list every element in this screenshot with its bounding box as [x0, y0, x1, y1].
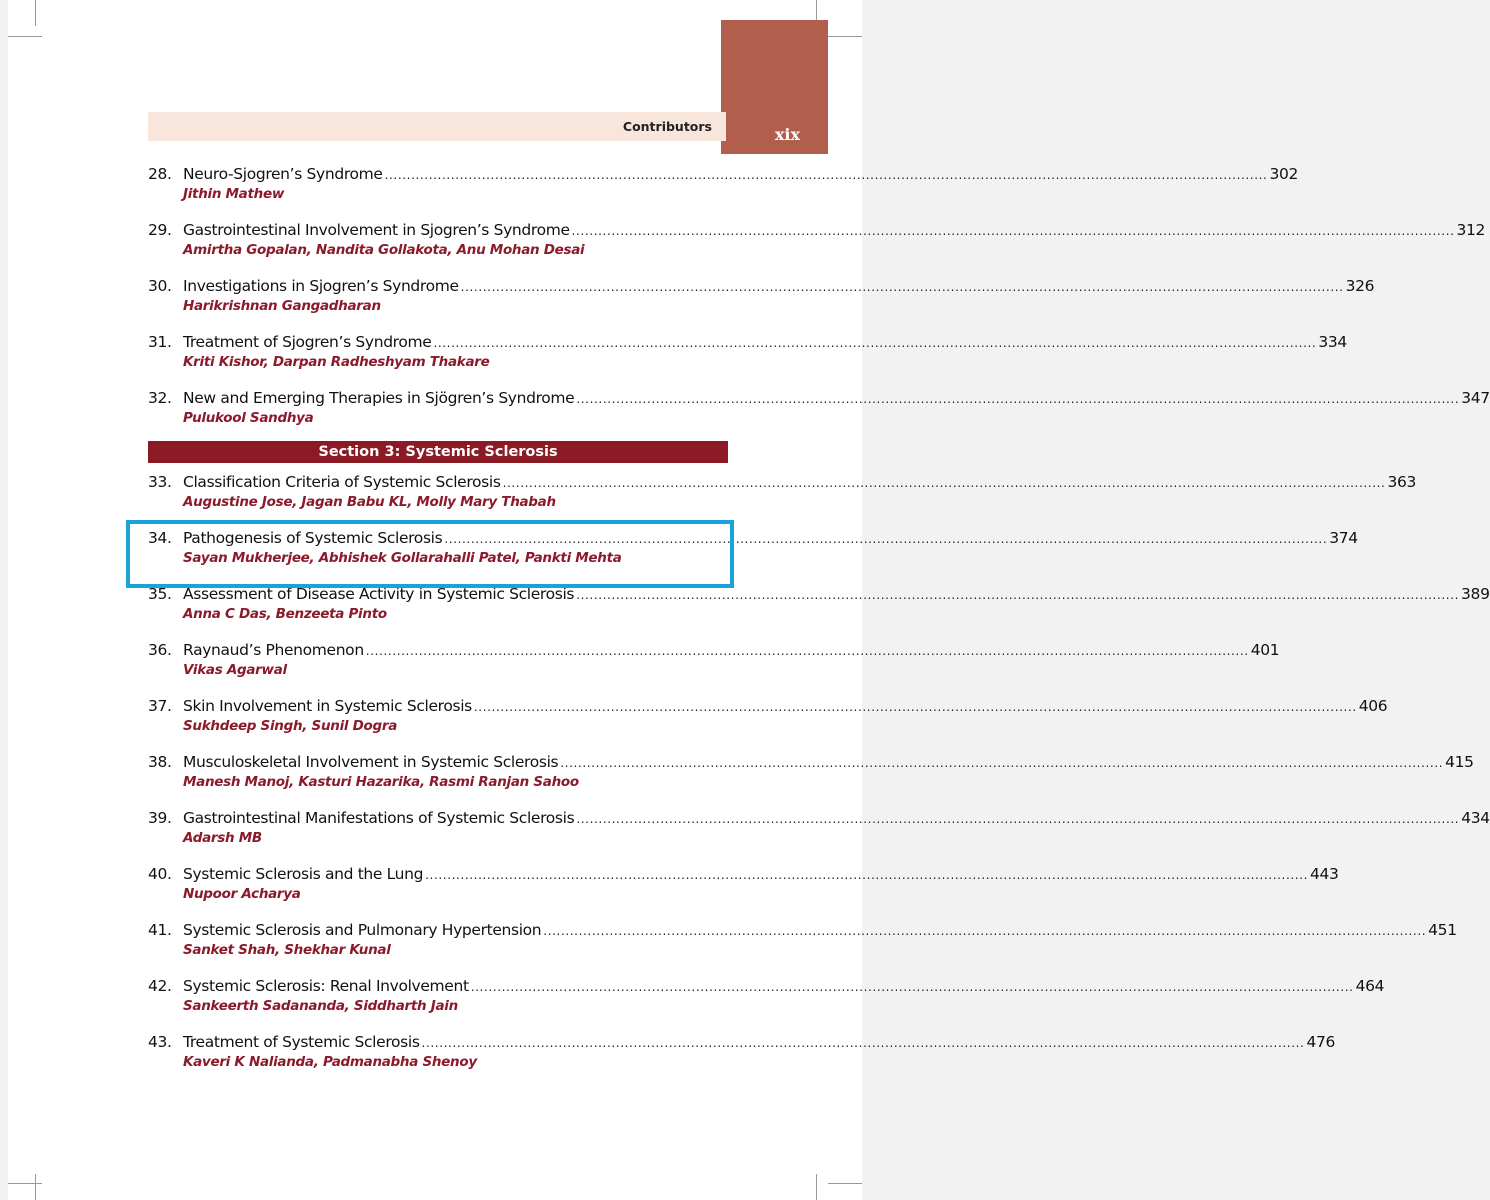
- toc-entries-part1: [148, 165, 1490, 445]
- dot-leader: ........................................................................................................................................................................................................: [473, 700, 1357, 714]
- dot-leader: ........................................................................................................................................................................................................: [576, 392, 1460, 406]
- toc-entry-title-row: [148, 865, 1339, 883]
- toc-entry: [148, 753, 1474, 809]
- chapter-number: 40.: [148, 865, 172, 883]
- chapter-number: 35.: [148, 585, 172, 603]
- chapter-authors: Kaveri K Nalianda, Padmanabha Shenoy: [183, 1054, 477, 1070]
- chapter-title: Assessment of Disease Activity in Systemic Sclerosis: [183, 585, 575, 603]
- page-number: xix: [774, 125, 800, 144]
- chapter-authors: Jithin Mathew: [183, 186, 284, 202]
- chapter-page-number: 401: [1250, 641, 1280, 659]
- section-heading: Section 3: Systemic Sclerosis: [148, 441, 728, 463]
- chapter-title: New and Emerging Therapies in Sjögren’s Syndrome: [183, 389, 575, 407]
- toc-entry-title-row: [148, 389, 1490, 407]
- chapter-number: 32.: [148, 389, 172, 407]
- chapter-page-number: 312: [1456, 221, 1486, 239]
- chapter-authors: Manesh Manoj, Kasturi Hazarika, Rasmi Ranjan Sahoo: [183, 774, 579, 790]
- chapter-authors: Pulukool Sandhya: [183, 410, 314, 426]
- dot-leader: ........................................................................................................................................................................................................: [576, 812, 1460, 826]
- dot-leader: ........................................................................................................................................................................................................: [444, 532, 1328, 546]
- chapter-page-number: 363: [1387, 473, 1416, 491]
- chapter-title: Gastrointestinal Manifestations of Systemic Sclerosis: [183, 809, 575, 827]
- chapter-number: 34.: [148, 529, 172, 547]
- crop-mark: [35, 1174, 36, 1200]
- toc-entry: [148, 977, 1385, 1033]
- dot-leader: ........................................................................................................................................................................................................: [571, 224, 1455, 238]
- chapter-number: 36.: [148, 641, 172, 659]
- chapter-authors: Vikas Agarwal: [183, 662, 287, 678]
- chapter-page-number: 389: [1461, 585, 1490, 603]
- chapter-title: Treatment of Systemic Sclerosis: [183, 1033, 420, 1051]
- chapter-number: 37.: [148, 697, 172, 715]
- chapter-authors: Harikrishnan Gangadharan: [183, 298, 381, 314]
- chapter-title: Investigations in Sjogren’s Syndrome: [183, 277, 459, 295]
- chapter-title: Neuro-Sjogren’s Syndrome: [183, 165, 383, 183]
- chapter-page-number: 326: [1345, 277, 1375, 295]
- dot-leader: ........................................................................................................................................................................................................: [460, 280, 1344, 294]
- toc-entry: [148, 921, 1457, 977]
- dot-leader: ........................................................................................................................................................................................................: [365, 644, 1249, 658]
- dot-leader: ........................................................................................................................................................................................................: [543, 924, 1427, 938]
- crop-mark: [828, 1183, 862, 1184]
- crop-mark: [35, 0, 36, 26]
- toc-entry-title-row: [148, 697, 1388, 715]
- dot-leader: ........................................................................................................................................................................................................: [384, 168, 1268, 182]
- table-of-contents: [148, 165, 1490, 1089]
- chapter-authors: Sankeerth Sadananda, Siddharth Jain: [183, 998, 458, 1014]
- chapter-page-number: 476: [1306, 1033, 1335, 1051]
- toc-entry: [148, 641, 1280, 697]
- chapter-number: 39.: [148, 809, 172, 827]
- running-title: Contributors: [622, 119, 712, 134]
- chapter-page-number: 334: [1318, 333, 1347, 351]
- page-number-tab: [721, 20, 828, 154]
- chapter-number: 33.: [148, 473, 172, 491]
- chapter-title: Pathogenesis of Systemic Sclerosis: [183, 529, 443, 547]
- chapter-title: Systemic Sclerosis and Pulmonary Hypertension: [183, 921, 542, 939]
- dot-leader: ........................................................................................................................................................................................................: [421, 1036, 1305, 1050]
- dot-leader: ........................................................................................................................................................................................................: [470, 980, 1354, 994]
- chapter-page-number: 464: [1355, 977, 1385, 995]
- chapter-page-number: 434: [1461, 809, 1490, 827]
- dot-leader: ........................................................................................................................................................................................................: [502, 476, 1386, 490]
- toc-entry-title-row: [148, 977, 1385, 995]
- chapter-title: Systemic Sclerosis: Renal Involvement: [183, 977, 469, 995]
- chapter-page-number: 302: [1269, 165, 1299, 183]
- toc-entry: [148, 221, 1486, 277]
- toc-entry: [148, 697, 1388, 753]
- toc-entry-title-row: [148, 473, 1416, 491]
- chapter-page-number: 406: [1358, 697, 1388, 715]
- dot-leader: ........................................................................................................................................................................................................: [576, 588, 1460, 602]
- chapter-number: 43.: [148, 1033, 172, 1051]
- chapter-page-number: 451: [1428, 921, 1457, 939]
- crop-mark: [816, 1174, 817, 1200]
- chapter-page-number: 347: [1461, 389, 1490, 407]
- chapter-title: Classification Criteria of Systemic Sclerosis: [183, 473, 501, 491]
- chapter-number: 41.: [148, 921, 172, 939]
- dot-leader: ........................................................................................................................................................................................................: [425, 868, 1309, 882]
- crop-mark: [8, 36, 42, 37]
- chapter-authors: Sayan Mukherjee, Abhishek Gollarahalli Patel, Pankti Mehta: [183, 550, 622, 566]
- toc-entry: [148, 389, 1490, 445]
- toc-entry-title-row: [148, 277, 1375, 295]
- chapter-page-number: 443: [1310, 865, 1339, 883]
- toc-entry: [148, 809, 1490, 865]
- chapter-number: 38.: [148, 753, 172, 771]
- chapter-number: 28.: [148, 165, 172, 183]
- chapter-number: 31.: [148, 333, 172, 351]
- chapter-authors: Kriti Kishor, Darpan Radheshyam Thakare: [183, 354, 490, 370]
- chapter-title: Musculoskeletal Involvement in Systemic Sclerosis: [183, 753, 559, 771]
- chapter-authors: Anna C Das, Benzeeta Pinto: [183, 606, 387, 622]
- dot-leader: ........................................................................................................................................................................................................: [433, 336, 1317, 350]
- toc-entry-title-row: [148, 1033, 1335, 1051]
- crop-mark: [8, 1183, 42, 1184]
- chapter-authors: Augustine Jose, Jagan Babu KL, Molly Mary Thabah: [183, 494, 556, 510]
- crop-mark: [828, 36, 862, 37]
- chapter-title: Raynaud’s Phenomenon: [183, 641, 364, 659]
- chapter-authors: Sukhdeep Singh, Sunil Dogra: [183, 718, 398, 734]
- dot-leader: ........................................................................................................................................................................................................: [560, 756, 1444, 770]
- chapter-title: Systemic Sclerosis and the Lung: [183, 865, 424, 883]
- chapter-page-number: 374: [1329, 529, 1358, 547]
- chapter-authors: Amirtha Gopalan, Nandita Gollakota, Anu Mohan Desai: [183, 242, 585, 258]
- running-header: [148, 112, 726, 141]
- chapter-authors: Nupoor Acharya: [183, 886, 301, 902]
- toc-entry-title-row: [148, 809, 1490, 827]
- toc-entry: [148, 865, 1339, 921]
- toc-entry-title-row: [148, 221, 1486, 239]
- toc-entry-title-row: [148, 753, 1474, 771]
- chapter-number: 30.: [148, 277, 172, 295]
- toc-entry: [148, 333, 1347, 389]
- highlight-box: [126, 520, 734, 588]
- toc-entry-title-row: [148, 641, 1280, 659]
- toc-entry: [148, 585, 1490, 641]
- chapter-authors: Sanket Shah, Shekhar Kunal: [183, 942, 391, 958]
- chapter-title: Treatment of Sjogren’s Syndrome: [183, 333, 432, 351]
- toc-entry-title-row: [148, 921, 1457, 939]
- chapter-number: 42.: [148, 977, 172, 995]
- chapter-authors: Adarsh MB: [183, 830, 262, 846]
- toc-entry: [148, 1033, 1335, 1089]
- toc-entry-title-row: [148, 165, 1299, 183]
- toc-entry: [148, 165, 1299, 221]
- toc-entry: [148, 277, 1375, 333]
- chapter-page-number: 415: [1445, 753, 1474, 771]
- toc-entry-title-row: [148, 333, 1347, 351]
- chapter-number: 29.: [148, 221, 172, 239]
- chapter-title: Skin Involvement in Systemic Sclerosis: [183, 697, 472, 715]
- chapter-title: Gastrointestinal Involvement in Sjogren’s Syndrome: [183, 221, 570, 239]
